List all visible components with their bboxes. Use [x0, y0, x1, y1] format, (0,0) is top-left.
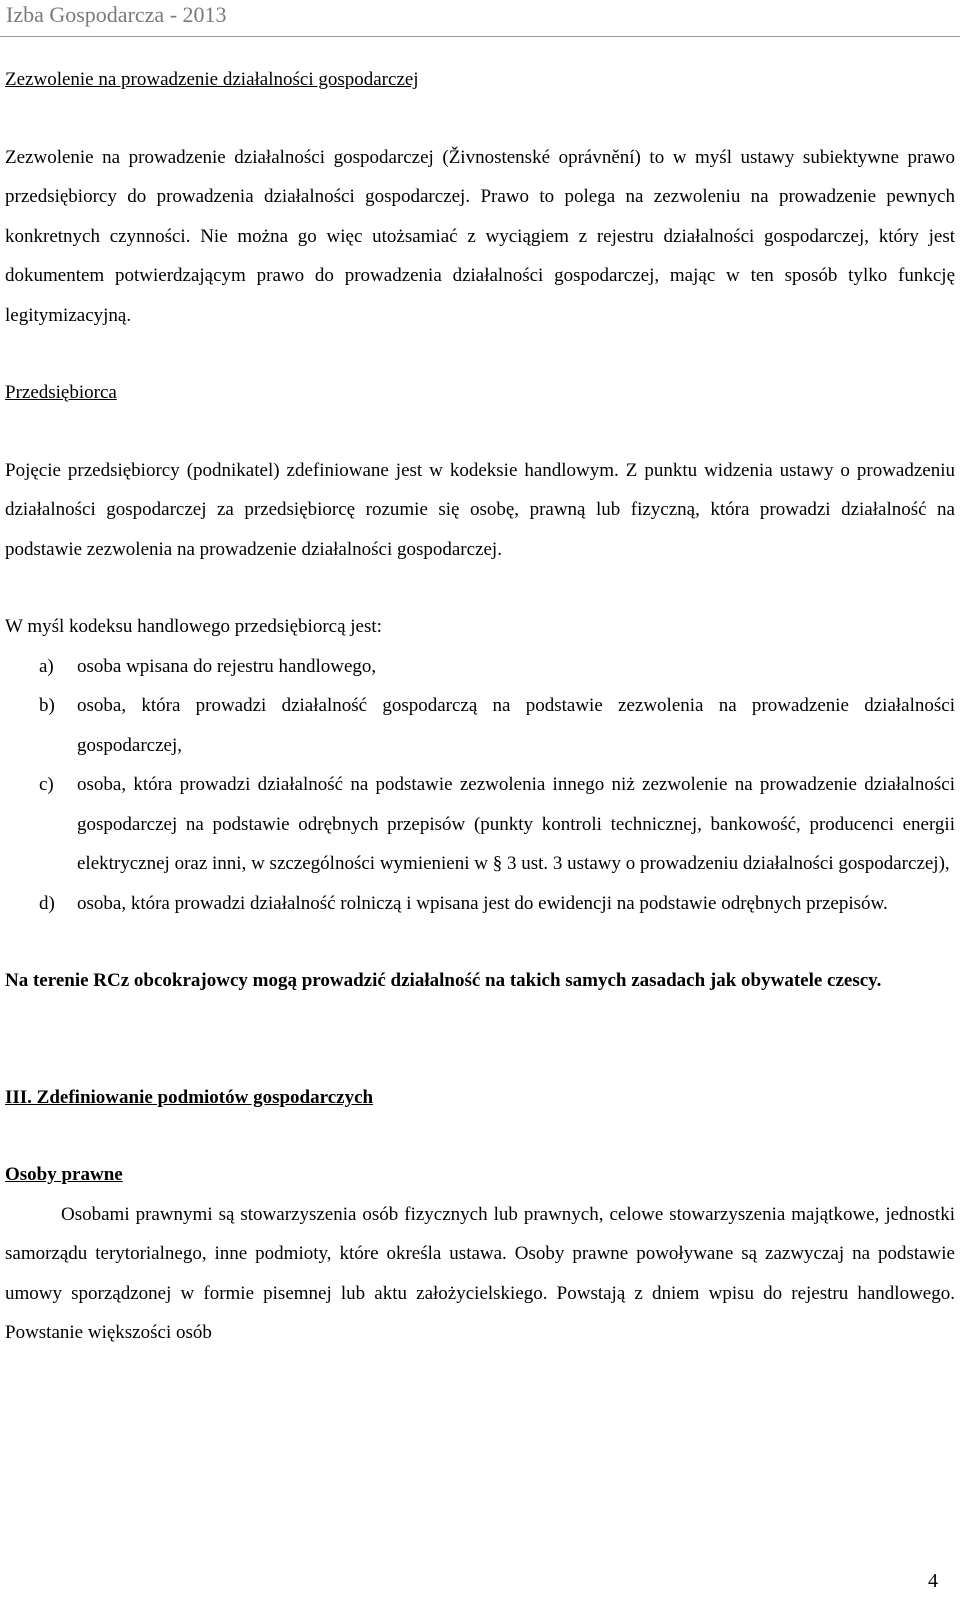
document-body	[5, 60, 955, 1353]
list-marker: b)	[39, 695, 55, 716]
list-intro: W myśl kodeksu handlowego przedsiębiorcą jest:	[5, 616, 382, 637]
page-number: 4	[928, 1570, 938, 1592]
list-marker: a)	[39, 655, 54, 677]
list-item-text: osoba, która prowadzi działalność gospodarczą na podstawie zezwolenia na prowadzenie działalności gospodarczej,	[77, 695, 955, 756]
list-item-text: osoba wpisana do rejestru handlowego,	[77, 655, 377, 677]
subheading-legal-persons: Osoby prawne	[5, 1164, 123, 1185]
list-marker: d)	[39, 892, 55, 914]
section-heading-permit: Zezwolenie na prowadzenie działalności gospodarczej	[5, 69, 419, 90]
page-header	[0, 0, 960, 37]
entrepreneur-list	[5, 647, 955, 924]
paragraph-entrepreneur: Pojęcie przedsiębiorcy (podnikatel) zdefiniowane jest w kodeksie handlowym. Z punktu widzenia ustawy o prowadzeniu działalności gospodarczej za przedsiębiorcę rozumie się osobę, prawną lub fizyczną, która prowadzi działalność na podstawie zezwolenia na prowadzenie działalności gospodarczej.	[5, 459, 955, 560]
paragraph-legal-persons: Osobami prawnymi są stowarzyszenia osób fizycznych lub prawnych, celowe stowarzyszenia majątkowe, jednostki samorządu terytorialnego, inne podmioty, które określa ustawa. Osoby prawne powoływane są zazwyczaj na podstawie umowy sporządzonej w formie pisemnej lub aktu założycielskiego. Powstają z dniem wpisu do rejestru handlowego. Powstanie większości osób	[5, 1203, 955, 1343]
bold-note: Na terenie RCz obcokrajowcy mogą prowadzić działalność na takich samych zasadach jak obywatele czescy.	[5, 970, 882, 991]
section-heading-entities: III. Zdefiniowanie podmiotów gospodarczych	[5, 1086, 374, 1108]
list-item	[5, 647, 955, 687]
header-title: Izba Gospodarcza - 2013	[6, 2, 227, 27]
list-item	[5, 686, 955, 765]
paragraph-permit: Zezwolenie na prowadzenie działalności gospodarczej (Živnostenské oprávnění) to w myśl ustawy subiektywne prawo przedsiębiorcy do prowadzenia działalności gospodarczej. Prawo to polega na zezwoleniu na prowadzenie pewnych konkretnych czynności. Nie można go więc utożsamiać z wyciągiem z rejestru działalności gospodarczej, który jest dokumentem potwierdzającym prawo do prowadzenia działalności gospodarczej, mając w ten sposób tylko funkcję legitymizacyjną.	[5, 146, 955, 326]
list-item-text: osoba, która prowadzi działalność na podstawie zezwolenia innego niż zezwolenie na prowadzenie działalności gospodarczej na podstawie odrębnych przepisów (punkty kontroli technicznej, bankowość, producenci energii elektrycznej oraz inni, w szczególności wymienieni w § 3 ust. 3 ustawy o prowadzeniu działalności gospodarczej),	[77, 774, 955, 874]
list-item	[5, 884, 955, 924]
section-heading-entrepreneur: Przedsiębiorca	[5, 382, 117, 403]
list-marker: c)	[39, 774, 54, 795]
list-item-text: osoba, która prowadzi działalność rolniczą i wpisana jest do ewidencji na podstawie odrębnych przepisów.	[77, 892, 888, 914]
list-item	[5, 765, 955, 884]
